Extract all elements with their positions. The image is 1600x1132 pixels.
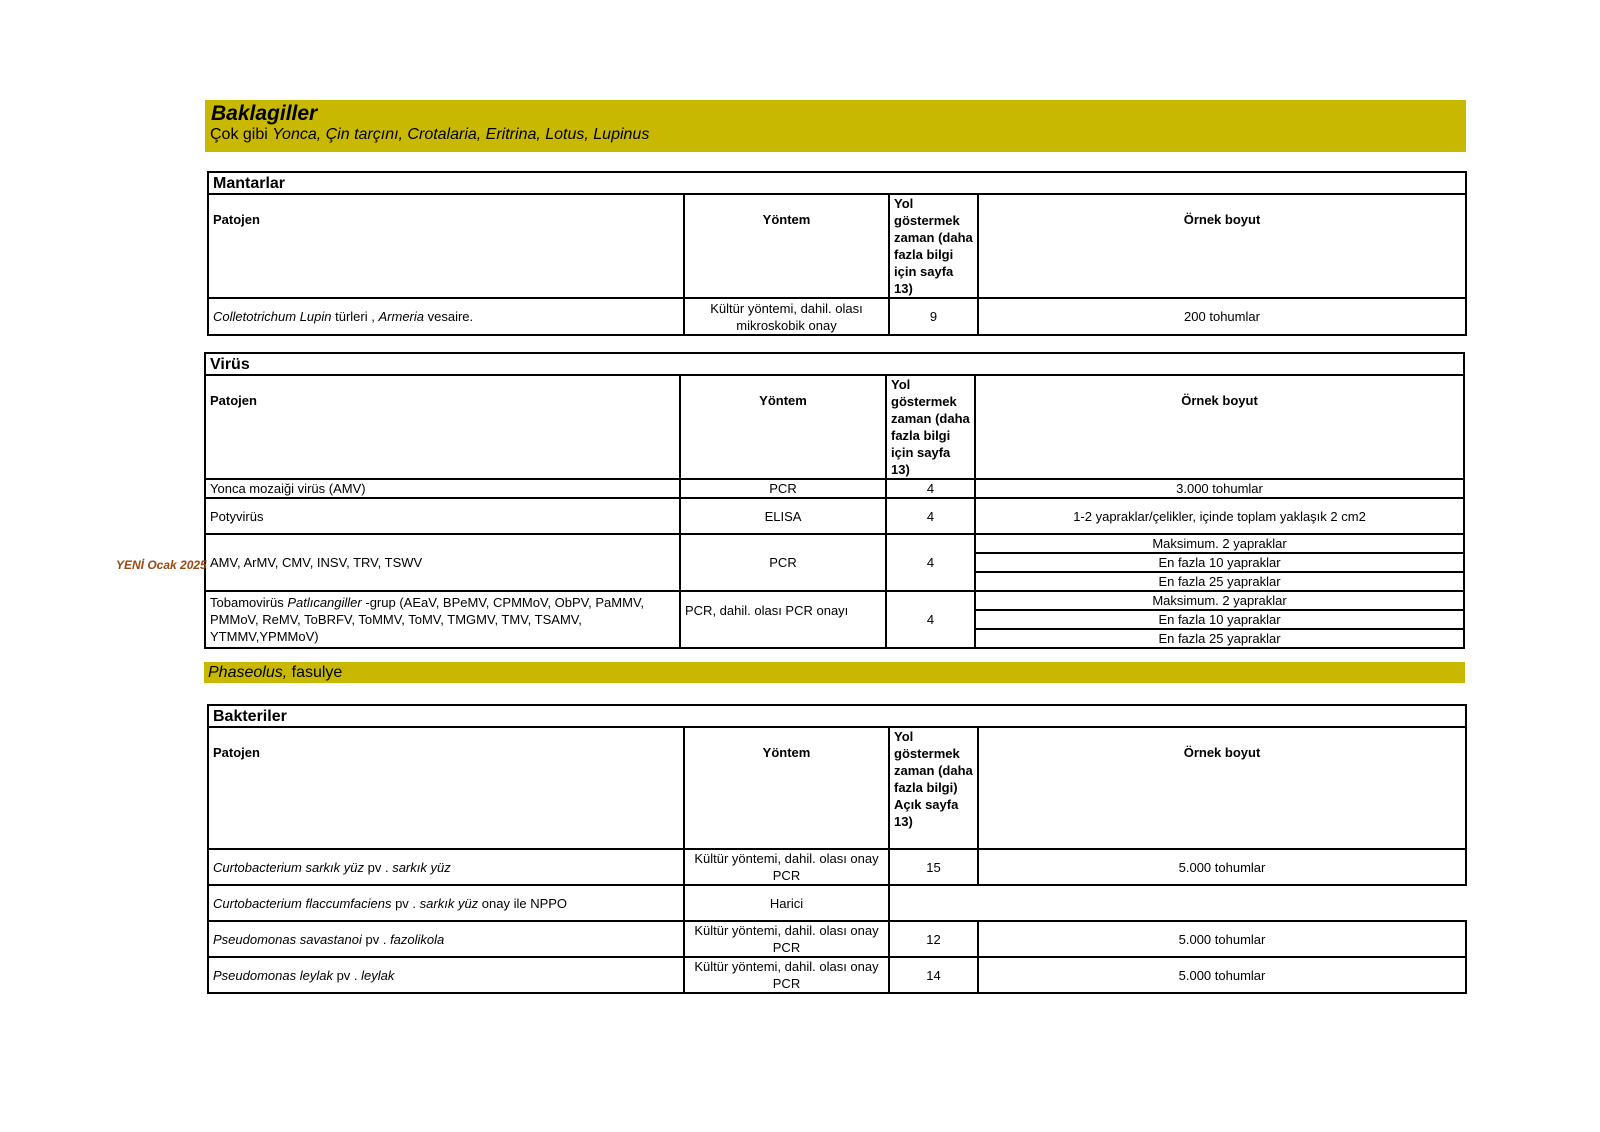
phaseolus-genus: Phaseolus,: [208, 664, 288, 681]
section-header-phaseolus: [204, 662, 1465, 683]
lead-cell: 15: [889, 849, 978, 885]
col-header-sample: Örnek boyut: [975, 375, 1464, 479]
subtitle-species: Yonca, Çin tarçını, Crotalaria, Eritrina, Lotus, Lupinus: [272, 126, 650, 143]
col-header-patojen: Patojen: [208, 727, 684, 849]
table-title: Virüs: [205, 353, 1464, 375]
lead-cell: 12: [889, 921, 978, 957]
sample-cell: En fazla 10 yapraklar: [975, 610, 1464, 629]
sample-cell: Maksimum. 2 yapraklar: [975, 534, 1464, 553]
table-row: [208, 298, 1466, 335]
col-header-yontem: Yöntem: [680, 375, 886, 479]
lead-cell: 4: [886, 591, 975, 648]
sample-cell: En fazla 25 yapraklar: [975, 572, 1464, 591]
method-cell: Harici: [684, 885, 889, 921]
table-row: [208, 849, 1466, 885]
sample-cell: 3.000 tohumlar: [975, 479, 1464, 498]
sample-cell: 200 tohumlar: [978, 298, 1466, 335]
lead-cell: 14: [889, 957, 978, 993]
col-header-patojen: Patojen: [208, 194, 684, 298]
table-row: [208, 957, 1466, 993]
col-header-sample: Örnek boyut: [978, 727, 1466, 849]
table-row: [208, 921, 1466, 957]
method-cell: PCR, dahil. olası PCR onayı: [680, 591, 886, 648]
lead-cell: 4: [886, 479, 975, 498]
lead-cell: 9: [889, 298, 978, 335]
table-row: [205, 591, 1464, 610]
pathogen-cell: Yonca mozaiği virüs (AMV): [205, 479, 680, 498]
pathogen-cell: Potyvirüs: [205, 498, 680, 534]
method-cell: PCR: [680, 479, 886, 498]
table-title: Bakteriler: [208, 705, 1466, 727]
lead-cell: 4: [886, 534, 975, 591]
method-cell: Kültür yöntemi, dahil. olası mikroskobik onay: [684, 298, 889, 335]
new-note: YENİ Ocak 2025: [116, 558, 207, 572]
bakteriler-table: [207, 704, 1467, 994]
col-header-patojen: Patojen: [205, 375, 680, 479]
table-title: Mantarlar: [208, 172, 1466, 194]
method-cell: PCR: [680, 534, 886, 591]
table-row: [208, 885, 1466, 921]
section-title: Baklagiller: [211, 102, 318, 125]
col-header-yontem: Yöntem: [684, 727, 889, 849]
col-header-lead: Yol göstermek zaman (daha fazla bilgi için sayfa 13): [886, 375, 975, 479]
pathogen-cell: Curtobacterium sarkık yüz pv . sarkık yüz: [208, 849, 684, 885]
method-cell: ELISA: [680, 498, 886, 534]
col-header-yontem: Yöntem: [684, 194, 889, 298]
sample-cell: 5.000 tohumlar: [978, 921, 1466, 957]
sample-cell: 1-2 yapraklar/çelikler, içinde toplam yaklaşık 2 cm2: [975, 498, 1464, 534]
col-header-lead: Yol göstermek zaman (daha fazla bilgi) Açık sayfa 13): [889, 727, 978, 849]
pathogen-cell: Curtobacterium flaccumfaciens pv . sarkık yüz onay ile NPPO: [208, 885, 684, 921]
pathogen-cell: Pseudomonas savastanoi pv . fazolikola: [208, 921, 684, 957]
pathogen-cell: Tobamovirüs Patlıcangiller -grup (AEaV, BPeMV, CPMMoV, ObPV, PaMMV, PMMoV, ReMV, ToBRFV, ToMMV, ToMV, TMGMV, TMV, TSAMV, YTMMV,YPMMoV): [205, 591, 680, 648]
col-header-lead: Yol göstermek zaman (daha fazla bilgi için sayfa 13): [889, 194, 978, 298]
mantarlar-table: [207, 171, 1467, 336]
pathogen-cell: AMV, ArMV, CMV, INSV, TRV, TSWV: [205, 534, 680, 591]
table-row: [205, 534, 1464, 553]
empty-cell: [889, 885, 1466, 921]
pathogen-cell: Colletotrichum Lupin türleri , Armeria vesaire.: [208, 298, 684, 335]
method-cell: Kültür yöntemi, dahil. olası onay PCR: [684, 921, 889, 957]
table-row: [205, 479, 1464, 498]
subtitle-prefix: Çok gibi: [210, 126, 273, 143]
sample-cell: 5.000 tohumlar: [978, 957, 1466, 993]
col-header-sample: Örnek boyut: [978, 194, 1466, 298]
sample-cell: En fazla 25 yapraklar: [975, 629, 1464, 648]
section-header-baklagiller: [205, 100, 1466, 152]
sample-cell: Maksimum. 2 yapraklar: [975, 591, 1464, 610]
virus-table: [204, 352, 1465, 649]
lead-cell: 4: [886, 498, 975, 534]
sample-cell: 5.000 tohumlar: [978, 849, 1466, 885]
method-cell: Kültür yöntemi, dahil. olası onay PCR: [684, 849, 889, 885]
table-row: [205, 498, 1464, 534]
phaseolus-common: fasulye: [287, 664, 343, 681]
sample-cell: En fazla 10 yapraklar: [975, 553, 1464, 572]
section-subtitle: [205, 126, 1466, 144]
pathogen-cell: Pseudomonas leylak pv . leylak: [208, 957, 684, 993]
method-cell: Kültür yöntemi, dahil. olası onay PCR: [684, 957, 889, 993]
